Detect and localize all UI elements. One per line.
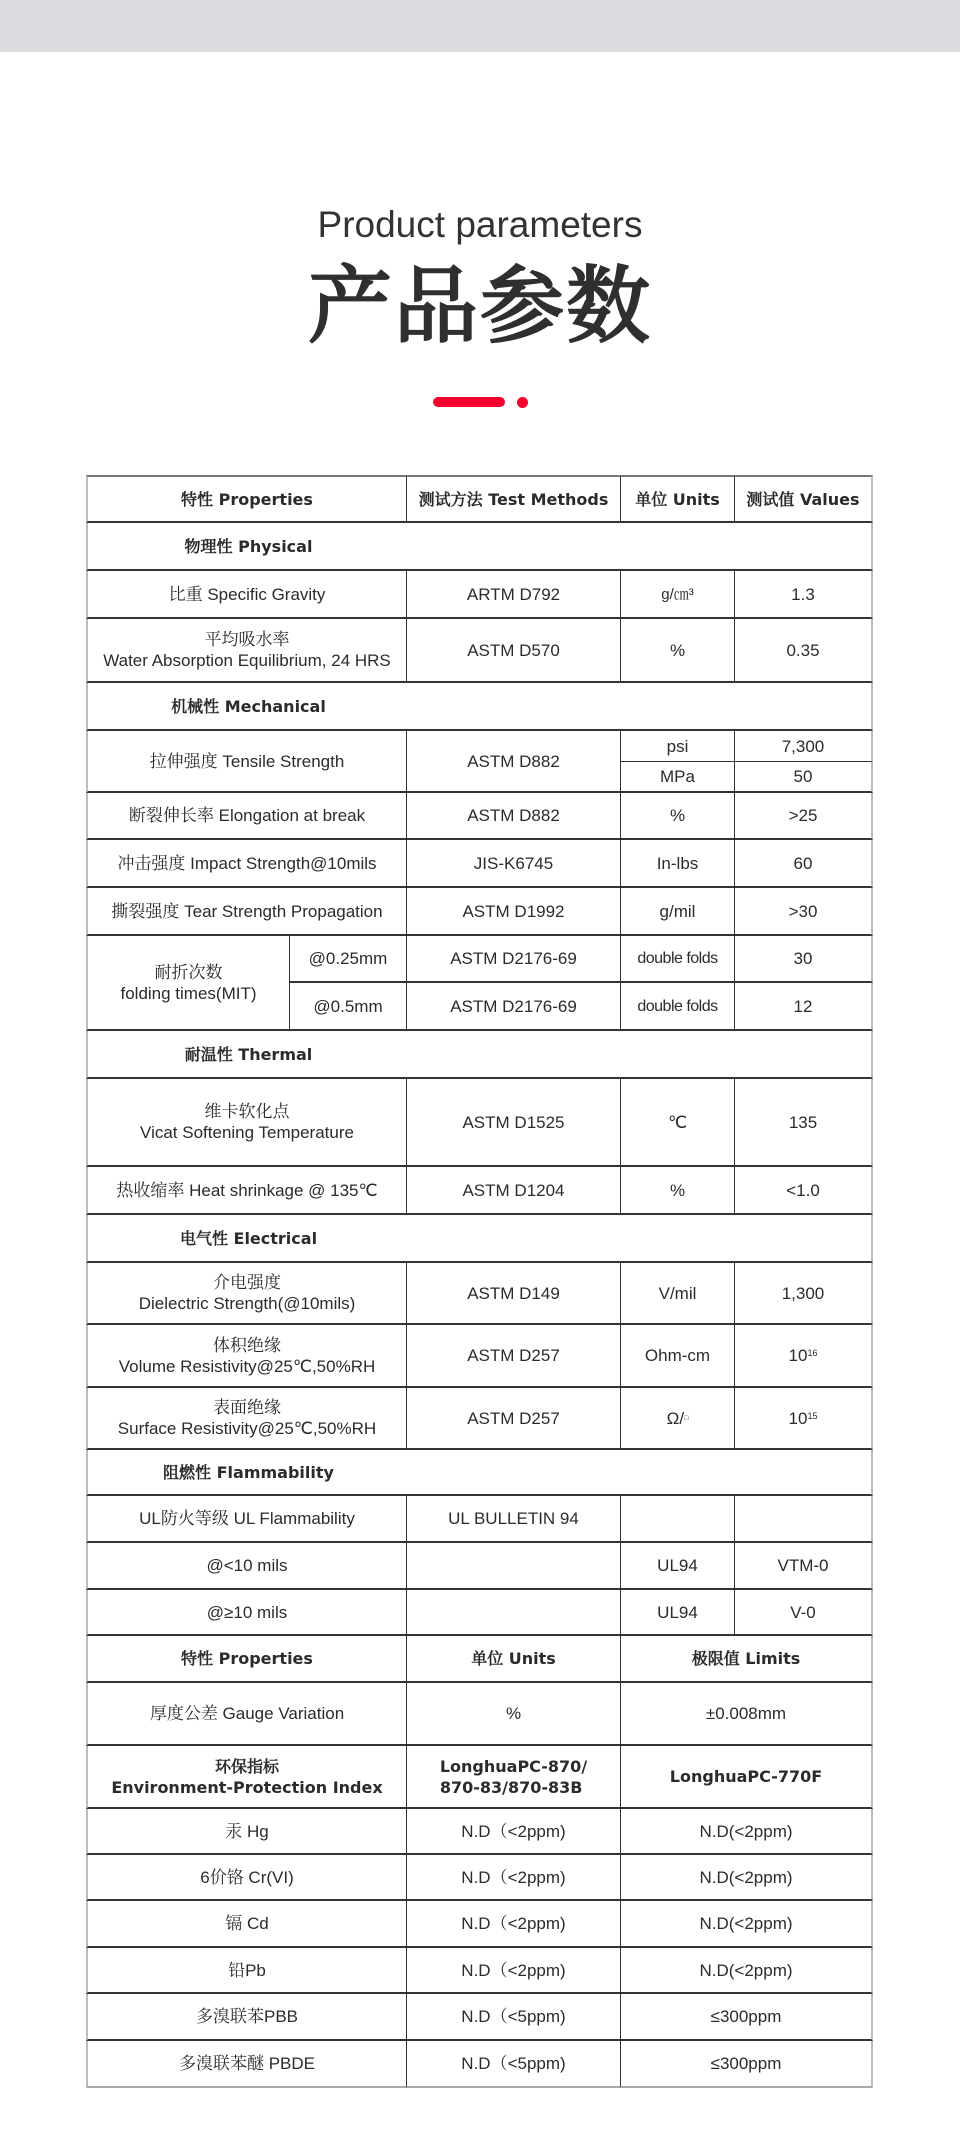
limits-header-properties: 特性 Properties [86,1636,407,1683]
product-b-value: N.D(<2ppm) [621,1901,873,1948]
value-cell: >25 [735,793,873,840]
value-cell [735,1496,873,1543]
limit-cell: ±0.008mm [621,1683,873,1746]
condition-cell: @0.5mm [290,983,407,1031]
property-gauge-variation: 厚度公差 Gauge Variation [86,1683,407,1746]
value-cell [735,1325,873,1388]
property-name-zh: 表面绝缘 [212,1398,281,1417]
value-cell: 1,300 [735,1263,873,1325]
property-name-zh: 耐折次数 [154,962,223,982]
method-cell: ASTM D1992 [407,888,621,936]
limits-header-limits: 极限值 Limits [621,1636,873,1683]
property-name-zh: 介电强度 [213,1273,281,1292]
value-base: 10 [788,1346,808,1365]
product-b-value: N.D(<2ppm) [621,1948,873,1994]
title-accent-dot [517,397,528,408]
unit-cell: % [621,619,735,683]
section-title: 机械性 Mechanical [171,696,326,716]
product-a-line2: 870-83/870-83B [439,1777,583,1797]
substance-pb: 铅Pb [86,1948,407,1994]
column-header-values: 测试值 Values [735,475,873,523]
value-cell: 135 [735,1079,873,1167]
product-b-value: N.D(<2ppm) [621,1809,873,1855]
method-cell: ASTM D257 [407,1388,621,1450]
property-specific-gravity: 比重 Specific Gravity [86,571,407,619]
method-cell: ASTM D1525 [407,1079,621,1167]
method-cell [407,1590,621,1636]
property-folding-times [86,936,290,1031]
section-physical [86,523,873,571]
method-cell: ASTM D2176-69 [407,983,621,1031]
product-a-line1: LonghuaPC-870/ [439,1756,588,1776]
unit-cell: g/mil [621,888,735,936]
substance-cr-vi: 6价铬 Cr(VI) [86,1855,407,1901]
env-header-product-a [407,1746,621,1809]
env-header-index [86,1746,407,1809]
env-index-zh: 环保指标 [214,1756,279,1776]
method-cell: ARTM D792 [407,571,621,619]
unit-cell: double folds [621,936,735,983]
method-cell: UL BULLETIN 94 [407,1496,621,1543]
unit-cell: ℃ [621,1079,735,1167]
property-tensile-strength: 拉伸强度 Tensile Strength [86,731,407,793]
product-a-value: N.D（<5ppm) [407,2041,621,2088]
product-a-value: N.D（<2ppm) [407,1948,621,1994]
property-surface-resistivity [86,1388,407,1450]
method-cell: ASTM D882 [407,731,621,793]
property-vicat-softening [86,1079,407,1167]
unit-ohm-per: Ω/ [666,1408,685,1428]
env-index-en: Environment-Protection Index [111,1777,383,1797]
method-cell: JIS-K6745 [407,840,621,888]
condition-cell: @0.25mm [290,936,407,983]
unit-cell: g/㎝³ [621,571,735,619]
top-gray-bar [0,0,960,52]
unit-cell: V/mil [621,1263,735,1325]
method-cell: ASTM D1204 [407,1167,621,1215]
unit-cell: % [407,1683,621,1746]
method-cell [407,1543,621,1590]
limits-header-units: 单位 Units [407,1636,621,1683]
property-name-en: Water Absorption Equilibrium, 24 HRS [103,651,391,670]
section-title: 物理性 Physical [184,536,313,556]
method-cell: ASTM D882 [407,793,621,840]
value-cell: 60 [735,840,873,888]
product-a-value: N.D（<2ppm) [407,1901,621,1948]
section-title: 阻燃性 Flammability [163,1462,334,1482]
value-cell: 0.35 [735,619,873,683]
property-ul-flammability: UL防火等级 UL Flammability [86,1496,407,1543]
method-cell: ASTM D570 [407,619,621,683]
value-exponent: 15 [807,1410,818,1421]
section-title: 电气性 Electrical [179,1228,318,1248]
section-title: 耐温性 Thermal [184,1044,313,1064]
value-cell: 30 [735,936,873,983]
method-cell: ASTM D2176-69 [407,936,621,983]
title-accent-bar [433,397,505,407]
value-base: 10 [788,1408,808,1428]
page-title-chinese: 产品参数 [307,257,652,355]
property-water-absorption [86,619,407,683]
value-cell: 12 [735,983,873,1031]
column-header-properties: 特性 Properties [86,475,407,523]
section-mechanical [86,683,873,731]
page-title-english: Product parameters [317,204,643,245]
property-name-zh: 体积绝缘 [213,1335,281,1355]
product-b-value: ≤300ppm [621,2041,873,2088]
property-thin-gauge: @<10 mils [86,1543,407,1590]
value-cell: 7,300 [735,731,873,762]
column-header-units: 单位 Units [621,475,735,523]
property-volume-resistivity [86,1325,407,1388]
substance-hg: 汞 Hg [86,1809,407,1855]
product-b-value: ≤300ppm [621,1994,873,2041]
substance-pbde: 多溴联苯醚 PBDE [86,2041,407,2088]
property-name-en: Dielectric Strength(@10mils) [138,1294,356,1313]
unit-cell: double folds [621,983,735,1031]
value-cell: 50 [735,762,873,793]
property-name-en: Vicat Softening Temperature [140,1123,354,1142]
section-thermal [86,1031,873,1079]
property-name-zh: 平均吸水率 [204,630,290,649]
square-icon: □ [684,1414,689,1422]
unit-cell: % [621,793,735,840]
unit-cell [621,1388,735,1450]
section-electrical [86,1215,873,1263]
value-cell: V-0 [735,1590,873,1636]
value-cell: >30 [735,888,873,936]
product-a-value: N.D（<2ppm) [407,1809,621,1855]
env-header-product-b: LonghuaPC-770F [621,1746,873,1809]
unit-cell: UL94 [621,1543,735,1590]
product-b-value: N.D(<2ppm) [621,1855,873,1901]
property-impact-strength: 冲击强度 Impact Strength@10mils [86,840,407,888]
property-name-en: folding times(MIT) [120,983,257,1003]
unit-cell: Ohm-cm [621,1325,735,1388]
substance-pbb: 多溴联苯PBB [86,1994,407,2041]
product-a-value: N.D（<2ppm) [407,1855,621,1901]
value-cell [735,1388,873,1450]
value-cell: 1.3 [735,571,873,619]
unit-cell: psi [621,731,735,762]
unit-cell: In-lbs [621,840,735,888]
property-heat-shrinkage: 热收缩率 Heat shrinkage @ 135℃ [86,1167,407,1215]
substance-cd: 镉 Cd [86,1901,407,1948]
method-cell: ASTM D257 [407,1325,621,1388]
property-dielectric-strength [86,1263,407,1325]
value-cell: <1.0 [735,1167,873,1215]
unit-cell [621,1496,735,1543]
value-exponent: 16 [807,1348,818,1358]
property-tear-strength: 撕裂强度 Tear Strength Propagation [86,888,407,936]
value-cell: VTM-0 [735,1543,873,1590]
unit-cell: UL94 [621,1590,735,1636]
property-name-en: Volume Resistivity@25℃,50%RH [118,1356,376,1376]
unit-cell: MPa [621,762,735,793]
property-elongation: 断裂伸长率 Elongation at break [86,793,407,840]
property-name-zh: 维卡软化点 [204,1102,290,1121]
section-flammability [86,1450,873,1496]
property-name-en: Surface Resistivity@25℃,50%RH [117,1419,377,1438]
property-thick-gauge: @≥10 mils [86,1590,407,1636]
unit-cell: % [621,1167,735,1215]
method-cell: ASTM D149 [407,1263,621,1325]
product-a-value: N.D（<5ppm) [407,1994,621,2041]
column-header-test-methods: 测试方法 Test Methods [407,475,621,523]
